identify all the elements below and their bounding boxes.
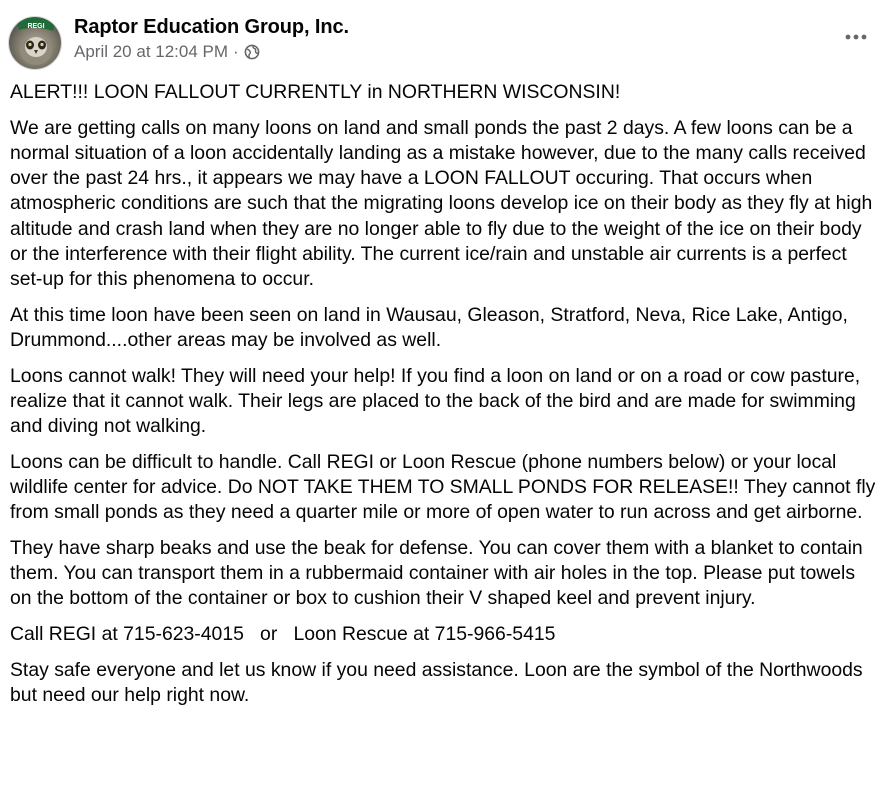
post-paragraph-alert: ALERT!!! LOON FALLOUT CURRENTLY in NORTHERN WISCONSIN! xyxy=(10,81,621,103)
avatar[interactable] xyxy=(8,16,62,70)
post-meta xyxy=(74,42,260,62)
post-paragraph-transport: They have sharp beaks and use the beak for defense. You can cover them with a blanket to contain them. You can transport them in a rubbermaid container with air holes in the top. Please put towels on the bottom of the container or box to cushion their V shaped keel and prevent injury. xyxy=(10,536,863,610)
meta-separator: · xyxy=(233,42,239,61)
post-paragraph-phone-numbers: Call REGI at 715-623-4015 or Loon Rescue at 715-966-5415 xyxy=(10,622,556,645)
post-header xyxy=(8,12,881,72)
post-paragraph-handling: Loons can be difficult to handle. Call REGI or Loon Rescue (phone numbers below) or your local wildlife center for advice. Do NOT TAKE THEM TO SMALL PONDS FOR RELEASE!! They cannot fly from small ponds as they need a quarter mile or more of open water to run across and get airborne. xyxy=(10,450,876,524)
post-text xyxy=(10,80,880,718)
more-options-button[interactable] xyxy=(839,24,873,50)
post-paragraph-calls: We are getting calls on many loons on land and small ponds the past 2 days. A few loons can be a normal situation of a loon accidentally landing as a mistake however, due to the many calls received over the past 24 hrs., it appears we may have a LOON FALLOUT occuring. That occurs when atmospheric conditions are such that the migrating loons develop ice on their body as they fly at high altitude and crash land when they are no longer able to fly due to the weight of the ice on their body or the interference with their flight ability. The current ice/rain and unstable air currents is a perfect set-up for this phenomena to occur. xyxy=(10,116,873,290)
author-name[interactable]: Raptor Education Group, Inc. xyxy=(74,16,349,38)
avatar-logo-text: REGI xyxy=(27,23,45,30)
globe-icon[interactable] xyxy=(244,44,260,60)
more-horizontal-icon xyxy=(844,33,868,41)
post-paragraph-cannot-walk: Loons cannot walk! They will need your help! If you find a loon on land or on a road or cow pasture, realize that it cannot walk. Their legs are placed to the back of the bird and are made for swimming and diving not walking. xyxy=(10,364,861,437)
post-paragraph-locations: At this time loon have been seen on land in Wausau, Gleason, Stratford, Neva, Rice Lake, Antigo, Drummond....other areas may be involved as well. xyxy=(10,303,848,351)
post-paragraph-closing: Stay safe everyone and let us know if you need assistance. Loon are the symbol of the Northwoods but need our help right now. xyxy=(10,658,863,706)
avatar-image xyxy=(9,17,62,70)
post-timestamp[interactable]: April 20 at 12:04 PM xyxy=(74,42,229,61)
